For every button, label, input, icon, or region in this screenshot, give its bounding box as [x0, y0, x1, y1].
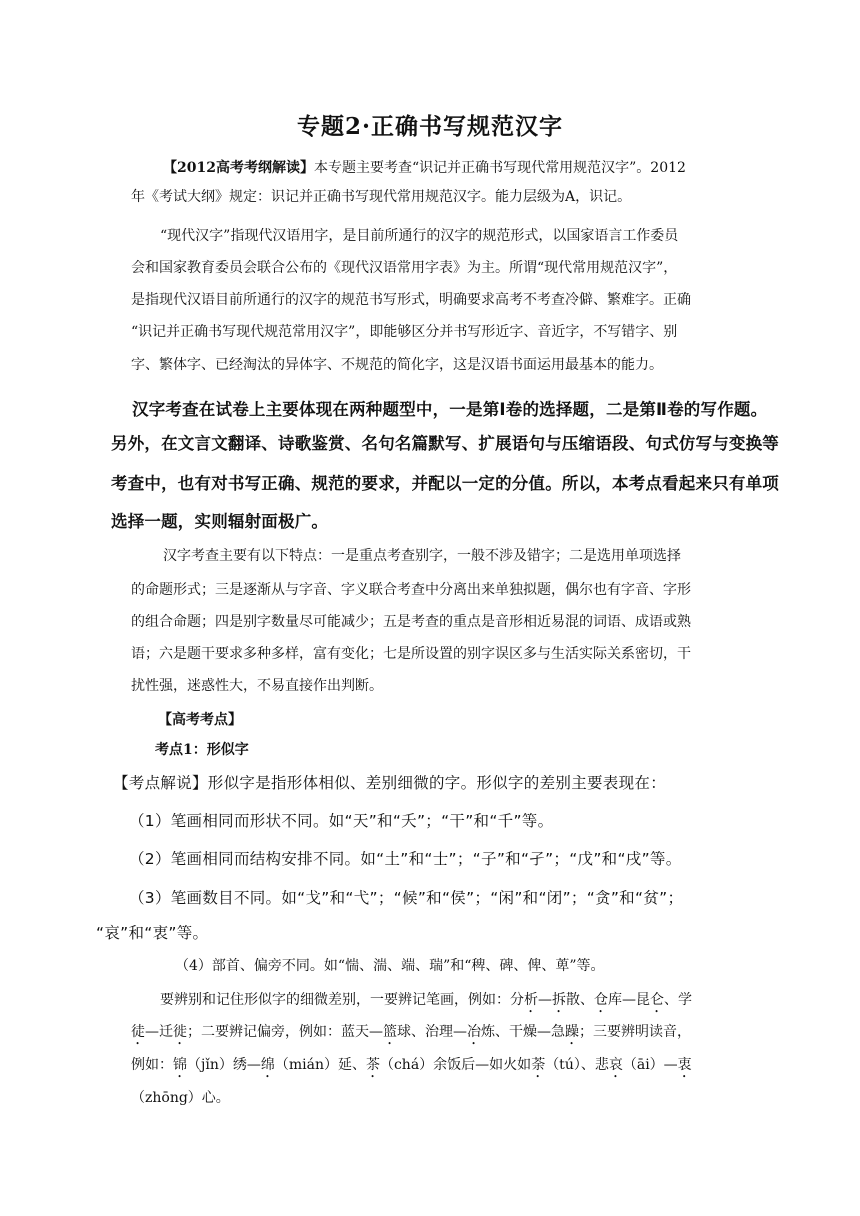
point1-explain: 【考点解说】形似字是指形体相似、差别细微的字。形似字的差别主要表现在：	[113, 774, 667, 792]
emphasized-char: 篮	[383, 1024, 397, 1040]
method-text: ；二要辨记偏旁，例如：蓝天—	[187, 1024, 383, 1040]
features-para-line-2: 的命题形式；三是逐渐从与字音、字义联合考查中分离出来单独拟题，偶尔也有字音、字形	[131, 582, 691, 598]
modern-para-line-1: “现代汉字”指现代汉语用字，是目前所通行的汉字的规范形式，以国家语言工作委员	[160, 228, 679, 244]
features-para-line-4: 语；六是题干要求多种多样，富有变化；七是所设置的别字误区多与生活实际关系密切，干	[131, 646, 691, 662]
point1-heading: 考点1：形似字	[155, 742, 249, 758]
emphasized-char: 荼	[531, 1057, 546, 1073]
exam-para-line-2: 另外，在文言文翻译、诗歌鉴赏、名句名篇默写、扩展语句与压缩语段、句式仿写与变换等	[111, 434, 779, 453]
features-para-line-5: 扰性强，迷惑性大，不易直接作出判断。	[131, 678, 383, 694]
emphasized-char: 仑	[650, 992, 664, 1008]
method-text: 、学	[664, 992, 692, 1008]
exam-para-line-3: 考查中，也有对书写正确、规范的要求，并配以一定的分值。所以，本考点看起来只有单项	[111, 474, 779, 493]
method-line-2	[131, 1022, 691, 1048]
section-heading: 【高考考点】	[158, 712, 242, 728]
emphasized-char: 析	[524, 992, 538, 1008]
modern-para-line-4: “识记并正确书写现代规范常用汉字”，即能够区分并书写形近字、音近字，不写错字、别	[131, 324, 678, 340]
method-text: 要辨别和记住形似字的细微差别，一要辨记笔画，例如：分	[160, 992, 524, 1008]
method-text: （tú）、悲	[545, 1057, 609, 1073]
method-line-4: （zhōng）心。	[131, 1090, 230, 1106]
method-text: —迁	[145, 1024, 173, 1040]
exam-para-line-1: 汉字考查在试卷上主要体现在两种题型中，一是第Ⅰ卷的选择题，二是第Ⅱ卷的写作题。	[132, 400, 768, 419]
method-text: （āi）—	[622, 1057, 678, 1073]
method-text: （chá）余饭后—如火如	[379, 1057, 532, 1073]
method-text: 球、治理—	[397, 1024, 467, 1040]
emphasized-char: 仓	[594, 992, 608, 1008]
page-title: 专题2·正确书写规范汉字	[296, 113, 563, 140]
exam-para-line-4: 选择一题，实则辐射面极广。	[111, 512, 329, 531]
emphasized-char: 茶	[365, 1057, 380, 1073]
emphasized-char: 拆	[552, 992, 566, 1008]
intro-line-1	[163, 158, 686, 178]
emphasized-char: 锦	[173, 1057, 187, 1073]
point1-item-1: （1）笔画相同而形状不同。如“天”和“夭”；“干”和“千”等。	[129, 812, 554, 830]
emphasized-char: 绵	[260, 1057, 275, 1073]
intro-label: 【2012高考考纲解读】	[163, 160, 314, 176]
emphasized-char: 躁	[565, 1024, 579, 1040]
emphasized-char: 徒	[131, 1024, 145, 1040]
intro-line-2: 年《考试大纲》规定：识记并正确书写现代常用规范汉字。能力层级为A，识记。	[131, 189, 632, 205]
method-text: ；三要辨明读音，	[579, 1024, 691, 1040]
intro-line-1-rest: 本专题主要考查“识记并正确书写现代常用规范汉字”。2012	[313, 160, 686, 176]
method-text: （jǐn）绣—	[187, 1057, 261, 1073]
method-line-3	[131, 1055, 692, 1081]
modern-para-line-3: 是指现代汉语目前所通行的汉字的规范书写形式，明确要求高考不考查冷僻、繁难字。正确	[131, 292, 691, 308]
method-text: 散、	[566, 992, 594, 1008]
emphasized-char: 衷	[677, 1057, 692, 1073]
method-text: 炼、干燥—急	[481, 1024, 565, 1040]
modern-para-line-2: 会和国家教育委员会联合公布的《现代汉语常用字表》为主。所谓“现代常用规范汉字”，	[131, 260, 678, 276]
emphasized-char: 哀	[608, 1057, 623, 1073]
point1-item-3-cont: “哀”和“衷”等。	[96, 924, 209, 942]
point1-item-3: （3）笔画数目不同。如“戈”和“弋”；“候”和“侯”；“闲”和“闭”；“贪”和“贫”；	[129, 889, 684, 907]
emphasized-char: 冶	[467, 1024, 481, 1040]
point1-item-2: （2）笔画相同而结构安排不同。如“土”和“士”；“子”和“孑”；“戊”和“戌”等。	[129, 850, 682, 868]
method-text: （mián）延、	[274, 1057, 366, 1073]
point1-item-4: （4）部首、偏旁不同。如“惴、湍、端、瑞”和“稗、碑、俾、萆”等。	[175, 958, 605, 974]
features-para-line-3: 的组合命题；四是别字数量尽可能减少；五是考查的重点是音形相近易混的词语、成语或熟	[131, 614, 691, 630]
method-line-1	[160, 990, 692, 1016]
method-text: 例如：	[131, 1057, 173, 1073]
method-text: —	[538, 992, 552, 1008]
method-text: 库—昆	[608, 992, 650, 1008]
emphasized-char: 徙	[173, 1024, 187, 1040]
modern-para-line-5: 字、繁体字、已经淘汰的异体字、不规范的简化字，这是汉语书面运用最基本的能力。	[131, 357, 663, 373]
features-para-line-1: 汉字考查主要有以下特点：一是重点考查别字，一般不涉及错字；二是选用单项选择	[163, 548, 681, 564]
